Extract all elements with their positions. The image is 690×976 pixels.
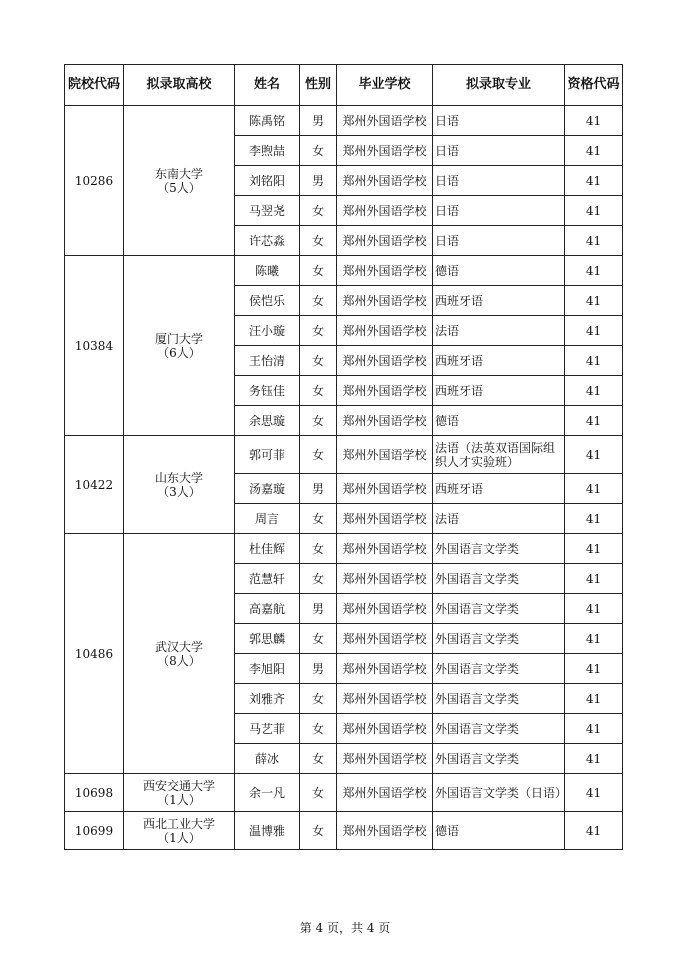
table-row <box>65 106 623 136</box>
admit-major: 外国语言文学类 <box>433 624 565 654</box>
admit-major: 法语 <box>433 316 565 346</box>
student-name: 郭思麟 <box>235 624 300 654</box>
graduate-school: 郑州外国语学校 <box>337 624 433 654</box>
student-sex: 女 <box>300 774 337 812</box>
table-row <box>65 256 623 286</box>
admit-major: 法语 <box>433 504 565 534</box>
qualification-code: 41 <box>565 714 623 744</box>
graduate-school: 郑州外国语学校 <box>337 286 433 316</box>
table-row <box>65 534 623 564</box>
graduate-school: 郑州外国语学校 <box>337 406 433 436</box>
graduate-school: 郑州外国语学校 <box>337 594 433 624</box>
student-name: 杜佳辉 <box>235 534 300 564</box>
student-sex: 女 <box>300 714 337 744</box>
student-sex: 男 <box>300 654 337 684</box>
admit-major: 外国语言文学类 <box>433 534 565 564</box>
student-sex: 女 <box>300 226 337 256</box>
header-qualification: 资格代码 <box>565 65 623 106</box>
graduate-school: 郑州外国语学校 <box>337 744 433 774</box>
student-name: 温博雅 <box>235 812 300 850</box>
student-sex: 男 <box>300 166 337 196</box>
admit-count: （1人） <box>157 830 201 845</box>
qualification-code: 41 <box>565 226 623 256</box>
student-sex: 女 <box>300 346 337 376</box>
student-name: 务钰佳 <box>235 376 300 406</box>
admit-major: 外国语言文学类 <box>433 744 565 774</box>
student-name: 李旭阳 <box>235 654 300 684</box>
admit-count: （6人） <box>157 345 201 360</box>
qualification-code: 41 <box>565 256 623 286</box>
admit-major: 德语 <box>433 406 565 436</box>
graduate-school: 郑州外国语学校 <box>337 714 433 744</box>
qualification-code: 41 <box>565 474 623 504</box>
admit-count: （5人） <box>157 180 201 195</box>
university-name: 山东大学 <box>154 470 203 485</box>
qualification-code: 41 <box>565 564 623 594</box>
graduate-school: 郑州外国语学校 <box>337 136 433 166</box>
admit-major: 日语 <box>433 166 565 196</box>
university-code: 10698 <box>65 774 124 812</box>
qualification-code: 41 <box>565 196 623 226</box>
graduate-school: 郑州外国语学校 <box>337 106 433 136</box>
student-sex: 女 <box>300 812 337 850</box>
student-sex: 男 <box>300 474 337 504</box>
university-name: 武汉大学 <box>154 639 203 654</box>
header-row <box>65 65 623 106</box>
qualification-code: 41 <box>565 436 623 474</box>
student-sex: 女 <box>300 624 337 654</box>
student-name: 许芯淼 <box>235 226 300 256</box>
page-footer: 第 4 页，共 4 页 <box>299 921 391 935</box>
header-university: 拟录取高校 <box>124 65 235 106</box>
university-name: 东南大学 <box>154 166 203 181</box>
university-cell <box>124 256 235 436</box>
header-sex: 性别 <box>300 65 337 106</box>
student-name: 李煦喆 <box>235 136 300 166</box>
admit-major: 日语 <box>433 226 565 256</box>
university-cell <box>124 106 235 256</box>
university-name: 西北工业大学 <box>142 816 215 831</box>
qualification-code: 41 <box>565 534 623 564</box>
student-name: 陈禹铭 <box>235 106 300 136</box>
admit-major: 西班牙语 <box>433 474 565 504</box>
graduate-school: 郑州外国语学校 <box>337 774 433 812</box>
student-sex: 女 <box>300 744 337 774</box>
graduate-school: 郑州外国语学校 <box>337 346 433 376</box>
qualification-code: 41 <box>565 654 623 684</box>
graduate-school: 郑州外国语学校 <box>337 812 433 850</box>
student-name: 范慧轩 <box>235 564 300 594</box>
university-code: 10286 <box>65 106 124 256</box>
student-sex: 女 <box>300 534 337 564</box>
qualification-code: 41 <box>565 376 623 406</box>
student-name: 陈曦 <box>235 256 300 286</box>
university-code: 10699 <box>65 812 124 850</box>
qualification-code: 41 <box>565 136 623 166</box>
student-name: 侯恺乐 <box>235 286 300 316</box>
qualification-code: 41 <box>565 812 623 850</box>
graduate-school: 郑州外国语学校 <box>337 316 433 346</box>
header-name: 姓名 <box>235 65 300 106</box>
student-sex: 女 <box>300 564 337 594</box>
student-name: 刘雅齐 <box>235 684 300 714</box>
qualification-code: 41 <box>565 504 623 534</box>
qualification-code: 41 <box>565 286 623 316</box>
student-sex: 女 <box>300 136 337 166</box>
header-school: 毕业学校 <box>337 65 433 106</box>
graduate-school: 郑州外国语学校 <box>337 654 433 684</box>
student-name: 郭可菲 <box>235 436 300 474</box>
admit-major: 外国语言文学类 <box>433 714 565 744</box>
student-sex: 女 <box>300 406 337 436</box>
student-name: 薛冰 <box>235 744 300 774</box>
student-name: 马艺菲 <box>235 714 300 744</box>
admit-major: 外国语言文学类 <box>433 594 565 624</box>
university-cell <box>124 436 235 534</box>
student-sex: 女 <box>300 376 337 406</box>
graduate-school: 郑州外国语学校 <box>337 256 433 286</box>
qualification-code: 41 <box>565 684 623 714</box>
qualification-code: 41 <box>565 594 623 624</box>
admit-major: 法语（法英双语国际组织人才实验班） <box>433 436 565 474</box>
table-row <box>65 774 623 812</box>
student-sex: 女 <box>300 286 337 316</box>
student-sex: 女 <box>300 504 337 534</box>
admit-major: 西班牙语 <box>433 286 565 316</box>
student-sex: 女 <box>300 316 337 346</box>
admit-major: 西班牙语 <box>433 346 565 376</box>
table-row <box>65 436 623 474</box>
student-name: 余一凡 <box>235 774 300 812</box>
graduate-school: 郑州外国语学校 <box>337 376 433 406</box>
admit-major: 德语 <box>433 256 565 286</box>
university-code: 10486 <box>65 534 124 774</box>
student-sex: 男 <box>300 594 337 624</box>
admit-count: （3人） <box>157 484 201 499</box>
student-sex: 女 <box>300 256 337 286</box>
graduate-school: 郑州外国语学校 <box>337 564 433 594</box>
graduate-school: 郑州外国语学校 <box>337 166 433 196</box>
admit-major: 德语 <box>433 812 565 850</box>
university-cell <box>124 534 235 774</box>
qualification-code: 41 <box>565 774 623 812</box>
admit-major: 外国语言文学类 <box>433 684 565 714</box>
university-name: 厦门大学 <box>154 331 203 346</box>
admit-count: （8人） <box>157 653 201 668</box>
header-code: 院校代码 <box>65 65 124 106</box>
admit-major: 西班牙语 <box>433 376 565 406</box>
qualification-code: 41 <box>565 316 623 346</box>
graduate-school: 郑州外国语学校 <box>337 534 433 564</box>
admit-major: 日语 <box>433 136 565 166</box>
student-name: 高嘉航 <box>235 594 300 624</box>
qualification-code: 41 <box>565 406 623 436</box>
qualification-code: 41 <box>565 624 623 654</box>
admit-major: 外国语言文学类 <box>433 564 565 594</box>
header-major: 拟录取专业 <box>433 65 565 106</box>
admit-major: 外国语言文学类 <box>433 654 565 684</box>
university-name: 西安交通大学 <box>142 778 215 793</box>
table-row <box>65 812 623 850</box>
university-cell <box>124 774 235 812</box>
graduate-school: 郑州外国语学校 <box>337 436 433 474</box>
qualification-code: 41 <box>565 744 623 774</box>
university-cell <box>124 812 235 850</box>
graduate-school: 郑州外国语学校 <box>337 504 433 534</box>
qualification-code: 41 <box>565 166 623 196</box>
student-name: 汤嘉璇 <box>235 474 300 504</box>
graduate-school: 郑州外国语学校 <box>337 474 433 504</box>
admit-major: 日语 <box>433 106 565 136</box>
student-sex: 男 <box>300 106 337 136</box>
university-code: 10384 <box>65 256 124 436</box>
student-name: 王怡清 <box>235 346 300 376</box>
student-name: 余思璇 <box>235 406 300 436</box>
student-name: 周言 <box>235 504 300 534</box>
qualification-code: 41 <box>565 346 623 376</box>
graduate-school: 郑州外国语学校 <box>337 226 433 256</box>
graduate-school: 郑州外国语学校 <box>337 684 433 714</box>
student-name: 汪小璇 <box>235 316 300 346</box>
student-sex: 女 <box>300 436 337 474</box>
admission-table <box>64 64 623 850</box>
student-name: 马翌尧 <box>235 196 300 226</box>
graduate-school: 郑州外国语学校 <box>337 196 433 226</box>
admit-count: （1人） <box>157 792 201 807</box>
student-sex: 女 <box>300 684 337 714</box>
university-code: 10422 <box>65 436 124 534</box>
student-name: 刘铭阳 <box>235 166 300 196</box>
qualification-code: 41 <box>565 106 623 136</box>
admit-major: 外国语言文学类（日语） <box>433 774 565 812</box>
admit-major: 日语 <box>433 196 565 226</box>
student-sex: 女 <box>300 196 337 226</box>
